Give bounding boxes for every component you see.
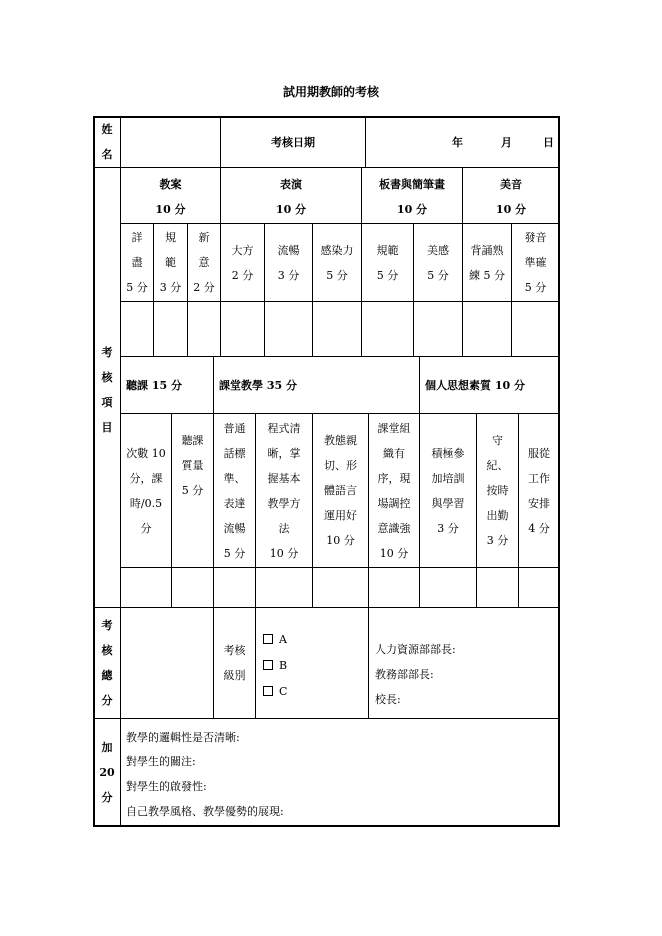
group-header: 課堂教學 35 分 bbox=[219, 378, 297, 392]
level-label: 考核 級別 bbox=[223, 644, 246, 682]
score-input[interactable] bbox=[362, 302, 413, 356]
score-input[interactable] bbox=[313, 302, 361, 356]
bonus-item: 教學的邏輯性是否清晰: bbox=[126, 731, 240, 744]
score-input[interactable] bbox=[414, 302, 462, 356]
criterion-cell: 新 意 2 分 bbox=[193, 231, 215, 294]
criterion-cell: 大方 2 分 bbox=[231, 243, 254, 282]
group-header: 聽課 15 分 bbox=[126, 378, 182, 392]
group-header: 美音 10 分 bbox=[495, 178, 527, 216]
level-option-b[interactable]: B bbox=[263, 659, 287, 672]
name-label: 姓 名 bbox=[101, 123, 113, 161]
score-input[interactable] bbox=[477, 568, 518, 607]
signature-academic: 教務部部長: bbox=[375, 668, 434, 681]
score-input[interactable] bbox=[420, 568, 476, 607]
level-option-a[interactable]: A bbox=[263, 633, 287, 646]
criterion-cell: 詳 盡 5 分 bbox=[126, 231, 148, 294]
criterion-cell: 次數 10 分，課 時/0.5 分 bbox=[126, 446, 166, 535]
group-header: 表演 10 分 bbox=[275, 178, 307, 216]
criterion-cell: 聽課 質量 5 分 bbox=[181, 434, 204, 497]
bonus-item: 對學生的啟發性: bbox=[126, 780, 207, 793]
rule bbox=[94, 167, 559, 168]
checkbox-icon bbox=[263, 634, 273, 644]
criterion-cell: 教態親 切、形 體語言 運用好 10 分 bbox=[324, 434, 357, 547]
criterion-cell: 服從 工作 安排 4 分 bbox=[528, 446, 550, 535]
score-input[interactable] bbox=[265, 302, 312, 356]
score-input[interactable] bbox=[121, 568, 171, 607]
summary-label: 考 核 總 分 bbox=[101, 619, 113, 707]
score-input[interactable] bbox=[214, 568, 255, 607]
checkbox-icon bbox=[263, 660, 273, 670]
group-header: 教案 10 分 bbox=[155, 178, 186, 216]
section-label: 考 核 項 目 bbox=[101, 346, 113, 434]
score-input[interactable] bbox=[519, 568, 559, 607]
page-title: 試用期教師的考核 bbox=[282, 85, 379, 99]
rule bbox=[94, 718, 559, 719]
score-input[interactable] bbox=[313, 568, 368, 607]
rule bbox=[365, 117, 366, 167]
criterion-cell: 感染力 5 分 bbox=[320, 243, 354, 282]
criterion-cell: 規 範 3 分 bbox=[159, 231, 182, 294]
criterion-cell: 規範 5 分 bbox=[376, 243, 399, 282]
rule bbox=[255, 607, 256, 718]
day-label: 日 bbox=[543, 136, 554, 149]
bonus-item: 對學生的關注: bbox=[126, 755, 196, 768]
criterion-cell: 流暢 3 分 bbox=[277, 243, 300, 282]
year-label: 年 bbox=[452, 136, 463, 149]
criterion-cell: 美感 5 分 bbox=[427, 243, 449, 282]
criterion-cell: 課堂組 織有 序，現 場調控 意識強 10 分 bbox=[377, 421, 411, 560]
group-header: 板書與簡筆畫 10 分 bbox=[379, 178, 445, 216]
score-input[interactable] bbox=[369, 568, 419, 607]
criterion-cell: 背誦熟 練 5 分 bbox=[469, 243, 505, 282]
month-label: 月 bbox=[501, 136, 512, 149]
level-option-c[interactable]: C bbox=[263, 685, 287, 698]
score-input[interactable] bbox=[256, 568, 312, 607]
score-input[interactable] bbox=[154, 302, 187, 356]
criterion-cell: 積極參 加培訓 與學習 3 分 bbox=[431, 446, 465, 535]
criterion-cell: 普通 話標 準、 表達 流暢 5 分 bbox=[223, 421, 246, 560]
signature-principal: 校長: bbox=[375, 693, 401, 706]
criterion-cell: 程式清 晰，掌 握基本 教學方 法 10 分 bbox=[267, 421, 301, 560]
score-input[interactable] bbox=[121, 302, 153, 356]
bonus-label: 加 20 分 bbox=[99, 740, 115, 804]
rule bbox=[368, 607, 369, 718]
score-input[interactable] bbox=[172, 568, 213, 607]
score-input[interactable] bbox=[188, 302, 220, 356]
group-header: 個人思想素質 10 分 bbox=[425, 378, 525, 392]
signature-hr: 人力資源部部長: bbox=[375, 643, 456, 656]
total-score-field[interactable] bbox=[121, 608, 213, 718]
date-label: 考核日期 bbox=[271, 135, 315, 149]
score-input[interactable] bbox=[463, 302, 511, 356]
score-input[interactable] bbox=[512, 302, 559, 356]
checkbox-icon bbox=[263, 686, 273, 696]
bonus-item: 自己教學風格、教學優勢的展現: bbox=[126, 805, 284, 818]
score-input[interactable] bbox=[221, 302, 264, 356]
name-field[interactable] bbox=[121, 118, 219, 166]
criterion-cell: 守 紀、 按時 出勤 3 分 bbox=[486, 434, 509, 547]
criterion-cell: 發音 準確 5 分 bbox=[524, 231, 547, 294]
